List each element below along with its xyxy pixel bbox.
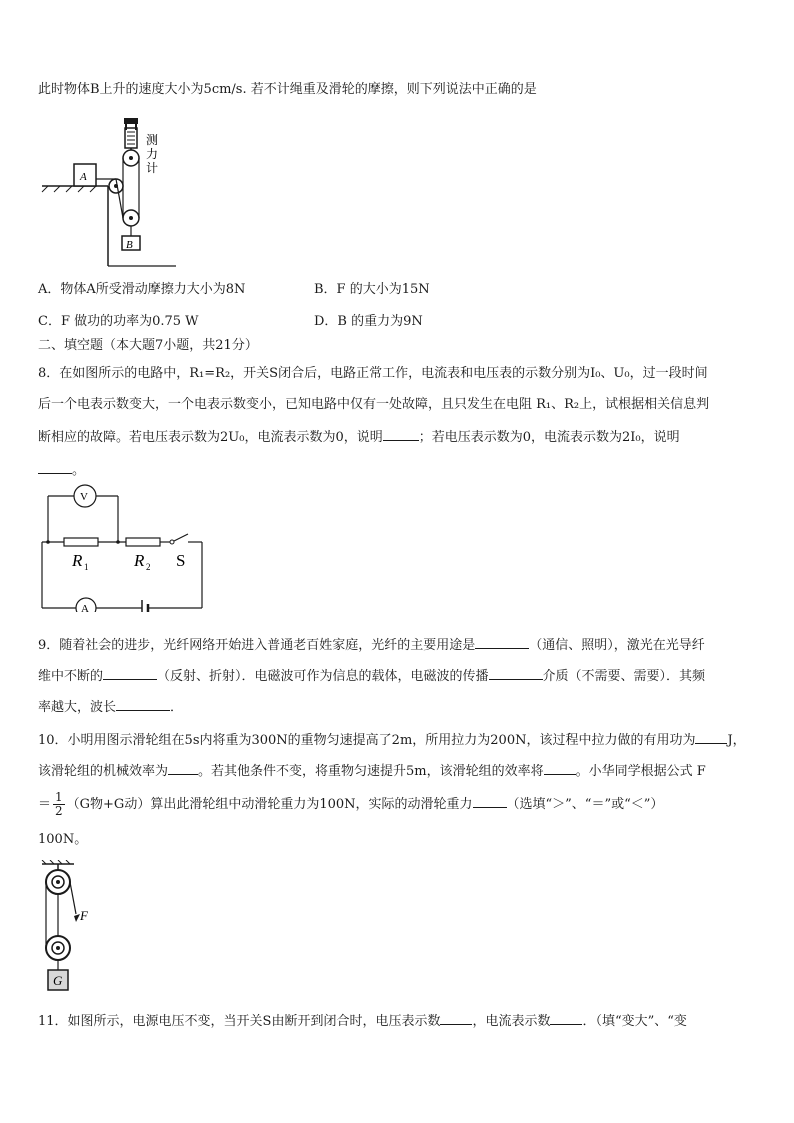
q9-blank-3[interactable] xyxy=(489,667,543,680)
meter-label: 测 xyxy=(146,133,159,147)
q7-option-d: D．B 的重力为9N xyxy=(314,314,423,329)
q10-line-2: 该滑轮组的机械效率为 。若其他条件不变，将重物匀速提升5m，该滑轮组的效率将 。小华同学根据公式 F xyxy=(38,764,706,779)
q8-blank-1[interactable] xyxy=(383,428,419,441)
block-b-label: B xyxy=(126,239,133,251)
svg-text:力: 力 xyxy=(146,147,159,161)
svg-text:2: 2 xyxy=(146,562,151,572)
ammeter-label: A xyxy=(81,603,89,612)
q11-blank-2[interactable] xyxy=(550,1012,582,1025)
pulley-figure-q7 xyxy=(38,114,188,272)
q9-blank-2[interactable] xyxy=(103,667,157,680)
r1-label: R xyxy=(72,551,83,570)
svg-text:1: 1 xyxy=(84,562,89,572)
q9-line-3: 率越大，波长 ． xyxy=(38,700,184,715)
q10-line-1: 10．小明用图示滑轮组在5s内将重为300N的重物匀速提高了2m，所用拉力为200N，该过程中拉力做的有用功为 J， xyxy=(38,733,746,748)
q10-blank-4[interactable] xyxy=(473,795,507,808)
q9-line-2: 维中不断的 （反射、折射）．电磁波可作为信息的载体，电磁波的传播 介质（不需要、需要）．其频 xyxy=(38,669,706,684)
q11-blank-1[interactable] xyxy=(440,1012,472,1025)
q9-blank-4[interactable] xyxy=(116,698,170,711)
weight-g-label: G xyxy=(53,973,63,988)
pulley-figure-q10 xyxy=(38,860,108,994)
q7-option-c: C．F 做功的功率为0.75 W xyxy=(38,314,199,329)
voltmeter-label: V xyxy=(80,491,88,503)
q10-line-4: 100N。 xyxy=(38,832,88,847)
q10-line-3: ＝ $\frac{1}{2}$ （G物+G动）算出此滑轮组中动滑轮重力为100N，实际的动滑轮重力 （选填“＞”、“＝”或“＜”） xyxy=(38,790,664,818)
svg-text:计: 计 xyxy=(146,161,159,175)
q10-blank-3[interactable] xyxy=(544,762,576,775)
r2-label: R xyxy=(134,551,145,570)
q7-intro: 此时物体B上升的速度大小为5cm/s. 若不计绳重及滑轮的摩擦，则下列说法中正确的是 xyxy=(38,82,537,97)
fraction-one-half: $\frac{1}{2}$ xyxy=(55,790,63,818)
q9-blank-1[interactable] xyxy=(475,636,529,649)
q7-option-a: A．物体A所受滑动摩擦力大小为8N xyxy=(38,282,246,297)
q9-line-1: 9．随着社会的进步，光纤网络开始进入普通老百姓家庭，光纤的主要用途是 （通信、照明），激光在光导纤 xyxy=(38,638,705,653)
q8-blank-2[interactable] xyxy=(38,461,72,474)
q11-line-1: 11．如图所示，电源电压不变，当开关S由断开到闭合时，电压表示数 ，电流表示数 ．（填“变大”、“变 xyxy=(38,1014,687,1029)
section-title-fill-blank: 二、填空题（本大题7小题，共21分） xyxy=(38,338,258,353)
q10-blank-1[interactable] xyxy=(695,731,727,744)
q8-line-2: 后一个电表示数变大，一个电表示数变小，已知电路中仅有一处故障，且只发生在电阻 R₁、R₂上，试根据相关信息判 xyxy=(38,397,710,412)
q8-line-3: 断相应的故障。若电压表示数为2U₀，电流表示数为0，说明 ；若电压表示数为0，电流表示数为2I₀，说明 xyxy=(38,430,680,445)
q8-line-4: 。 xyxy=(38,461,85,479)
circuit-figure-q8 xyxy=(38,484,210,612)
block-a-label: A xyxy=(80,171,87,183)
switch-label: S xyxy=(176,551,186,570)
q7-option-b: B．F 的大小为15N xyxy=(314,282,430,297)
force-f-label: F xyxy=(80,908,88,923)
q8-line-1: 8．在如图所示的电路中，R₁=R₂，开关S闭合后，电路正常工作，电流表和电压表的示数分别为I₀、U₀，过一段时间 xyxy=(38,366,708,381)
q10-blank-2[interactable] xyxy=(168,762,198,775)
